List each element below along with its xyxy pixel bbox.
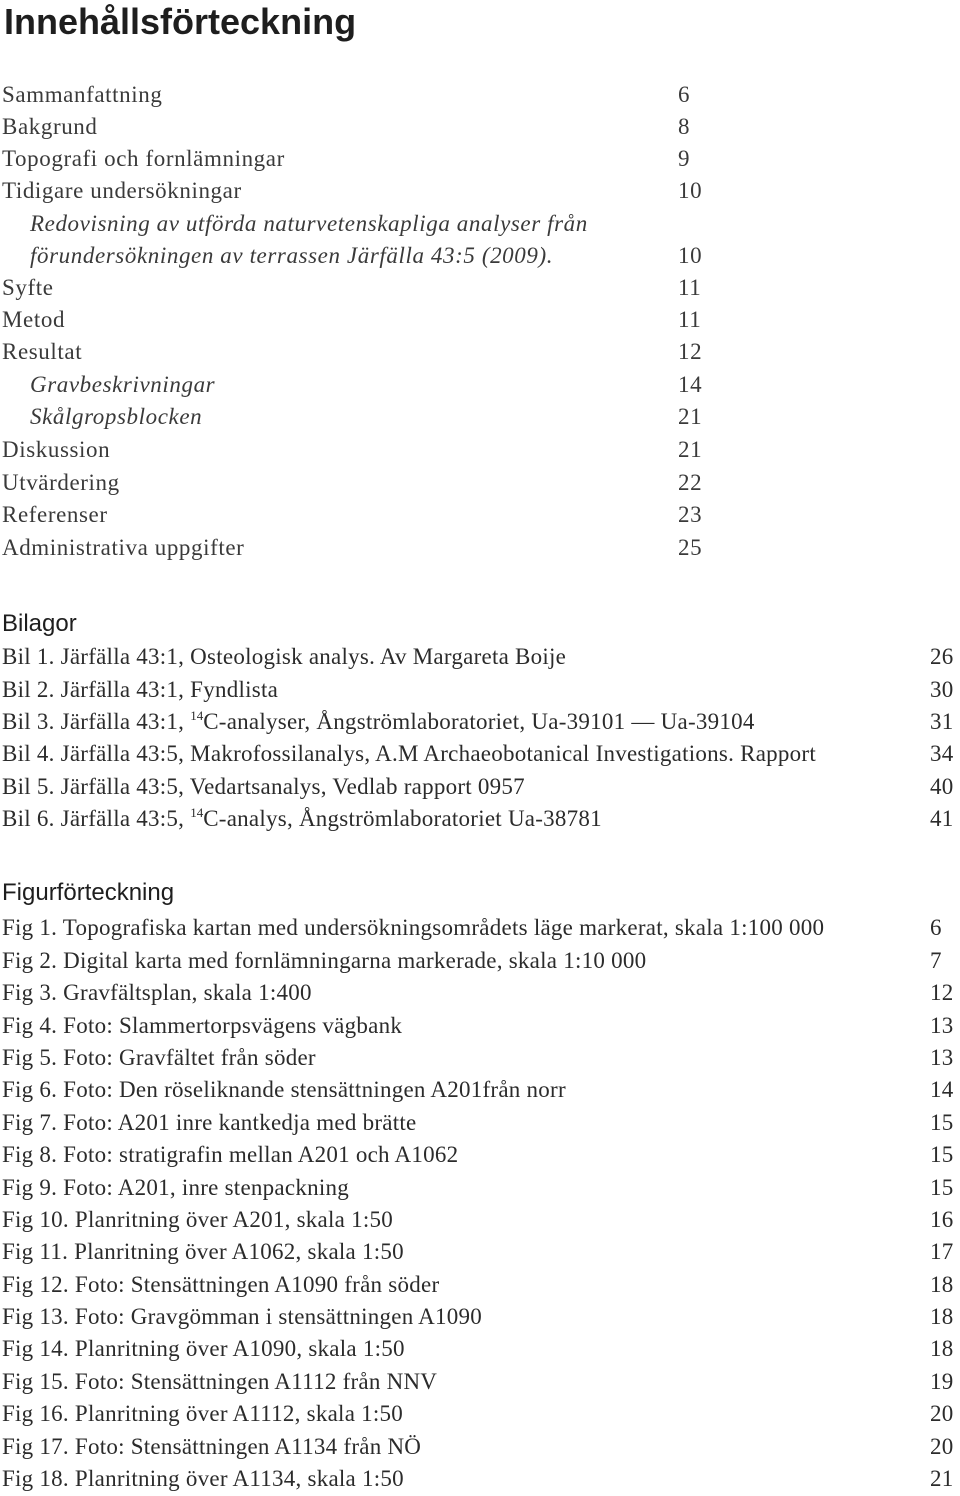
appendix-entry-label (2, 708, 755, 739)
appendix-entry-label: Bil 1. Järfälla 43:1, Osteologisk analys. Av Margareta Boije (2, 644, 567, 669)
figure-entry-page: 21 (930, 1466, 954, 1491)
appendix-entry-page: 30 (930, 677, 954, 702)
toc-entry-page: 22 (678, 470, 703, 495)
figures-heading: Figurförteckning (2, 879, 175, 906)
toc-subentry (0, 242, 960, 270)
toc-entry (0, 338, 960, 366)
toc-entry-label: Diskussion (2, 437, 111, 462)
toc-entry-label: Metod (2, 307, 66, 332)
appendices-heading: Bilagor (2, 610, 77, 637)
toc-subentry-label-line2: förundersökningen av terrassen Järfälla 43:5 (2009). (30, 243, 554, 268)
toc-entry (0, 274, 960, 302)
figure-entry (0, 1238, 960, 1266)
toc-entry (0, 436, 960, 464)
figure-entry-page: 13 (930, 1013, 954, 1038)
figure-entry-label: Fig 1. Topografiska kartan med undersökningsområdets läge markerat, skala 1:100 000 (2, 915, 825, 940)
appendix-entry-page: 26 (930, 644, 954, 669)
appendix-entry-label: Bil 5. Järfälla 43:5, Vedartsanalys, Vedlab rapport 0957 (2, 774, 525, 799)
figure-entry-label: Fig 12. Foto: Stensättningen A1090 från söder (2, 1272, 440, 1297)
figure-entry-label: Fig 16. Planritning över A1112, skala 1:50 (2, 1401, 404, 1426)
figure-entry-label: Fig 7. Foto: A201 inre kantkedja med brätte (2, 1110, 417, 1135)
toc-entry (0, 177, 960, 205)
figure-entry (0, 1109, 960, 1137)
superscript-isotope: 14 (190, 708, 204, 723)
figure-entry (0, 1303, 960, 1331)
figure-entry (0, 1465, 960, 1493)
toc-entry-page: 21 (678, 404, 703, 429)
toc-entry-page: 21 (678, 437, 703, 462)
toc-entry-page: 14 (678, 372, 703, 397)
figure-entry-page: 16 (930, 1207, 954, 1232)
figure-entry (0, 947, 960, 975)
figure-entry-page: 12 (930, 980, 954, 1005)
appendix-entry-label: Bil 4. Järfälla 43:5, Makrofossilanalys, A.M Archaeobotanical Investigations. Rapport (2, 741, 816, 766)
toc-entry-page: 9 (678, 146, 691, 171)
appendix-entry (0, 773, 960, 801)
figure-entry-label: Fig 5. Foto: Gravfältet från söder (2, 1045, 316, 1070)
figure-entry-label: Fig 13. Foto: Gravgömman i stensättningen A1090 (2, 1304, 483, 1329)
figure-entry-page: 18 (930, 1304, 954, 1329)
appendix-entry-page: 41 (930, 806, 954, 831)
figure-entry-page: 6 (930, 915, 942, 940)
toc-subentry (0, 403, 960, 431)
toc-entry (0, 501, 960, 529)
figure-entry-page: 18 (930, 1272, 954, 1297)
figure-entry (0, 1044, 960, 1072)
toc-entry (0, 534, 960, 562)
toc-subentry (0, 210, 960, 238)
toc-entry-label: Resultat (2, 339, 83, 364)
appendix-entry-label: Bil 2. Järfälla 43:1, Fyndlista (2, 677, 279, 702)
figure-entry-page: 20 (930, 1434, 954, 1459)
toc-entry-label: Tidigare undersökningar (2, 178, 242, 203)
appendix-entry (0, 708, 960, 736)
figure-entry-page: 18 (930, 1336, 954, 1361)
figure-entry-label: Fig 6. Foto: Den röseliknande stensättningen A201från norr (2, 1077, 566, 1102)
toc-entry-label: Bakgrund (2, 114, 98, 139)
figure-entry-page: 15 (930, 1142, 954, 1167)
toc-subentry-label: Gravbeskrivningar (30, 372, 216, 397)
toc-entry-page: 25 (678, 535, 703, 560)
figure-entry-label: Fig 18. Planritning över A1134, skala 1:50 (2, 1466, 404, 1491)
figure-entry (0, 1174, 960, 1202)
figure-entry-page: 15 (930, 1110, 954, 1135)
toc-entry-label: Syfte (2, 275, 54, 300)
toc-entry-page: 11 (678, 275, 702, 300)
figure-entry (0, 1335, 960, 1363)
toc-entry-label: Topografi och fornlämningar (2, 146, 285, 171)
toc-entry (0, 81, 960, 109)
figure-entry (0, 914, 960, 942)
figure-entry-label: Fig 15. Foto: Stensättningen A1112 från NNV (2, 1369, 438, 1394)
figure-entry (0, 979, 960, 1007)
figure-entry-label: Fig 17. Foto: Stensättningen A1134 från NÖ (2, 1434, 422, 1459)
figure-entry-label: Fig 9. Foto: A201, inre stenpackning (2, 1175, 349, 1200)
toc-subentry (0, 371, 960, 399)
toc-entry (0, 469, 960, 497)
appendix-entry-page: 31 (930, 709, 954, 734)
appendix-entry (0, 676, 960, 704)
figure-entry-label: Fig 2. Digital karta med fornlämningarna markerade, skala 1:10 000 (2, 948, 647, 973)
figure-entry-page: 19 (930, 1369, 954, 1394)
figure-entry-label: Fig 3. Gravfältsplan, skala 1:400 (2, 980, 312, 1005)
appendix-entry (0, 643, 960, 671)
appendix-label-prefix: Bil 6. Järfälla 43:5, (2, 806, 191, 831)
figure-entry (0, 1368, 960, 1396)
toc-entry (0, 145, 960, 173)
figure-entry-page: 14 (930, 1077, 954, 1102)
figure-entry-page: 13 (930, 1045, 954, 1070)
page-title: Innehållsförteckning (4, 1, 357, 42)
figure-entry-label: Fig 11. Planritning över A1062, skala 1:50 (2, 1239, 404, 1264)
toc-entry-page: 12 (678, 339, 703, 364)
appendix-label-suffix: C-analyser, Ångströmlaboratoriet, Ua-39101 — Ua-39104 (203, 709, 755, 734)
superscript-isotope: 14 (190, 805, 204, 820)
toc-entry (0, 306, 960, 334)
figure-entry (0, 1271, 960, 1299)
toc-subentry-label-line1: Redovisning av utförda naturvetenskapliga analyser från (30, 211, 588, 236)
appendix-entry-label (2, 805, 602, 836)
appendix-entry (0, 805, 960, 833)
toc-entry-label: Administrativa uppgifter (2, 535, 245, 560)
toc-entry-label: Utvärdering (2, 470, 120, 495)
figure-entry-page: 20 (930, 1401, 954, 1426)
appendix-entry-page: 34 (930, 741, 954, 766)
figure-entry-label: Fig 14. Planritning över A1090, skala 1:50 (2, 1336, 405, 1361)
toc-entry-page: 10 (678, 178, 703, 203)
toc-entry-page: 6 (678, 82, 691, 107)
figure-entry (0, 1433, 960, 1461)
toc-entry-page: 10 (678, 243, 703, 268)
figure-entry-page: 7 (930, 948, 942, 973)
toc-entry-page: 11 (678, 307, 702, 332)
figure-entry (0, 1076, 960, 1104)
toc-entry-page: 8 (678, 114, 691, 139)
toc-entry (0, 113, 960, 141)
figure-entry-label: Fig 8. Foto: stratigrafin mellan A201 och A1062 (2, 1142, 459, 1167)
toc-subentry-label: Skålgropsblocken (30, 404, 203, 429)
figure-entry (0, 1141, 960, 1169)
appendix-label-suffix: C-analys, Ångströmlaboratoriet Ua-38781 (203, 806, 602, 831)
figure-entry (0, 1400, 960, 1428)
appendix-label-prefix: Bil 3. Järfälla 43:1, (2, 709, 191, 734)
figure-entry (0, 1012, 960, 1040)
figure-entry-label: Fig 10. Planritning över A201, skala 1:50 (2, 1207, 394, 1232)
figure-entry-page: 15 (930, 1175, 954, 1200)
toc-entry-page: 23 (678, 502, 703, 527)
toc-entry-label: Sammanfattning (2, 82, 163, 107)
figure-entry (0, 1206, 960, 1234)
toc-entry-label: Referenser (2, 502, 108, 527)
figure-entry-page: 17 (930, 1239, 954, 1264)
appendix-entry-page: 40 (930, 774, 954, 799)
appendix-entry (0, 740, 960, 768)
figure-entry-label: Fig 4. Foto: Slammertorpsvägens vägbank (2, 1013, 403, 1038)
